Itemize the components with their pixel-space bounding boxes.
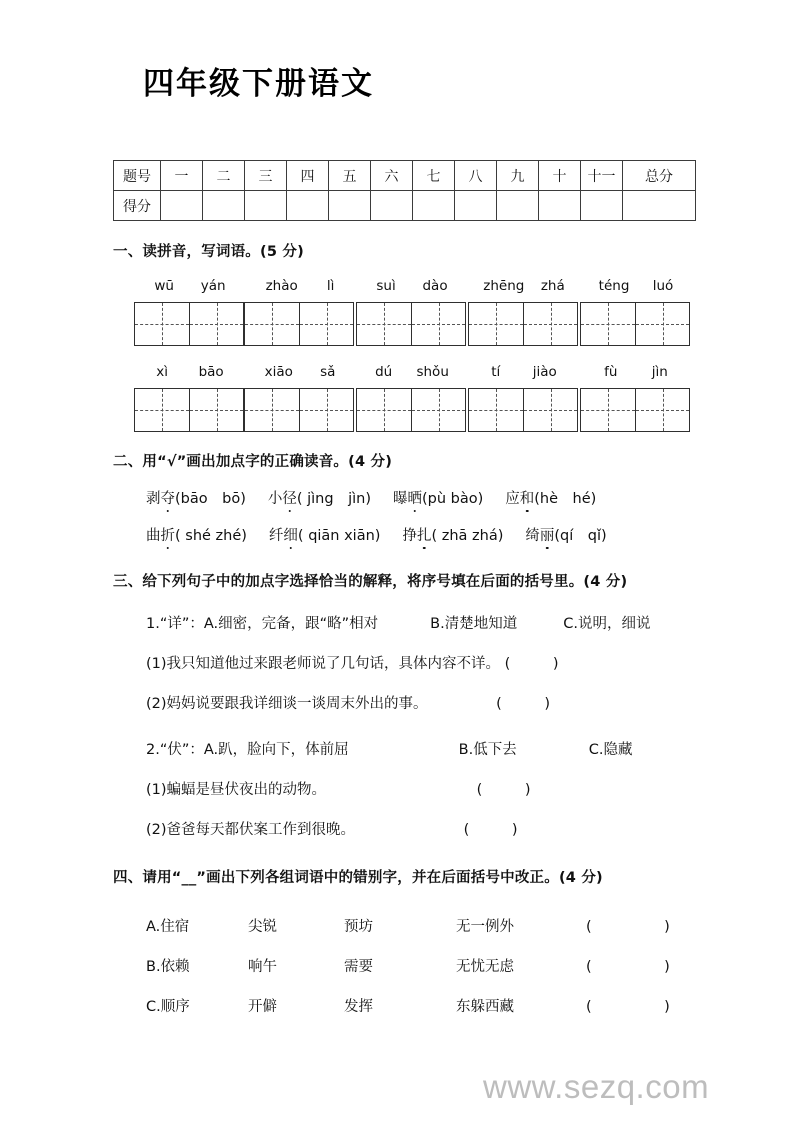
pinyin-group-9 — [468, 362, 580, 432]
score-table-col-total: 总分 — [623, 161, 696, 191]
pron-readings[interactable]: (qí qǐ) — [554, 528, 607, 544]
pron-readings[interactable]: ( jìng jìn) — [296, 491, 371, 507]
tianzi-cell[interactable] — [189, 303, 243, 345]
tianzi-box[interactable] — [244, 388, 354, 432]
pron-readings[interactable]: (pù bào) — [421, 491, 484, 507]
score-cell-total[interactable] — [623, 191, 696, 221]
paren-close: ) — [552, 656, 559, 672]
definition-sentence-2-1 — [146, 778, 531, 799]
error-word-label: B.依赖 — [146, 959, 190, 975]
error-word-3: 预坊 — [344, 919, 373, 935]
error-word-label: C.顺序 — [146, 999, 190, 1015]
pinyin-syllable: zhēng — [483, 278, 525, 294]
pron-readings[interactable]: ( shé zhé) — [175, 528, 247, 544]
tianzi-box[interactable] — [356, 302, 466, 346]
tianzi-cell[interactable] — [135, 303, 189, 345]
tianzi-cell[interactable] — [357, 303, 411, 345]
pron-word-prefix: 应 — [505, 491, 520, 507]
score-table-col-7: 七 — [413, 161, 455, 191]
pron-word-dotted: 扎 — [417, 524, 432, 545]
tianzi-cell[interactable] — [135, 389, 189, 431]
pinyin-syllable: suì — [376, 278, 396, 294]
pinyin-label-1 — [134, 276, 246, 296]
pronunciation-item[interactable] — [505, 487, 596, 508]
pinyin-label-9 — [468, 362, 580, 382]
sentence-text: (2)妈妈说要跟我详细谈一谈周末外出的事。 — [146, 696, 428, 712]
error-word-2: 响午 — [248, 959, 277, 975]
tianzi-cell[interactable] — [523, 303, 577, 345]
answer-blank[interactable] — [496, 696, 550, 712]
table-row-question-numbers — [114, 161, 696, 191]
pron-word-dotted: 晒 — [407, 487, 422, 508]
pinyin-label-7 — [244, 362, 356, 382]
error-word-2: 开僻 — [248, 999, 277, 1015]
pron-word-prefix: 小 — [267, 491, 283, 507]
score-cell-11[interactable] — [581, 191, 623, 221]
section-2-heading: 二、用“√”画出加点字的正确读音。(4 分) — [113, 454, 393, 470]
sentence-text: (1)蝙蝠是昼伏夜出的动物。 — [146, 782, 327, 798]
tianzi-cell[interactable] — [523, 389, 577, 431]
score-cell-9[interactable] — [497, 191, 539, 221]
pinyin-group-6 — [134, 362, 246, 432]
paren-close: ) — [664, 919, 671, 935]
page-title: 四年级下册语文 — [143, 66, 374, 102]
score-cell-2[interactable] — [203, 191, 245, 221]
pron-readings[interactable]: (bāo bō) — [175, 491, 246, 507]
table-row-scores — [114, 191, 696, 221]
answer-blank[interactable] — [586, 959, 670, 975]
paren-open: ( — [476, 782, 483, 798]
tianzi-box[interactable] — [468, 302, 578, 346]
score-table-row-label-score: 得分 — [114, 191, 161, 221]
score-table-col-5: 五 — [329, 161, 371, 191]
pinyin-group-8 — [356, 362, 468, 432]
score-cell-3[interactable] — [245, 191, 287, 221]
tianzi-cell[interactable] — [469, 389, 523, 431]
section-4-heading: 四、请用“__”画出下列各组词语中的错别字，并在后面括号中改正。(4 分) — [113, 870, 603, 886]
tianzi-cell[interactable] — [357, 389, 411, 431]
error-word-label: A.住宿 — [146, 919, 190, 935]
tianzi-box[interactable] — [580, 388, 690, 432]
paren-open: ( — [586, 919, 593, 935]
tianzi-box[interactable] — [468, 388, 578, 432]
score-table — [113, 160, 696, 221]
error-word-row-a — [146, 915, 670, 936]
error-word-2: 尖锐 — [248, 919, 277, 935]
tianzi-cell[interactable] — [635, 389, 689, 431]
pronunciation-item[interactable] — [268, 487, 371, 508]
score-table-col-4: 四 — [287, 161, 329, 191]
pron-word-prefix: 曲 — [146, 528, 161, 544]
sentence-text: (1)我只知道他过来跟老师说了几句话，具体内容不详。 — [146, 656, 501, 672]
score-table-col-9: 九 — [497, 161, 539, 191]
tianzi-cell[interactable] — [245, 389, 299, 431]
paren-close: ) — [664, 999, 671, 1015]
definition-option-b: B.低下去 — [458, 742, 517, 758]
pronunciation-item[interactable] — [393, 487, 483, 508]
pronunciation-item[interactable] — [269, 524, 381, 545]
answer-blank[interactable] — [586, 999, 670, 1015]
pinyin-syllable: wū — [154, 278, 174, 294]
pinyin-syllable: lì — [326, 278, 335, 294]
pinyin-syllable: yán — [200, 278, 226, 294]
tianzi-cell[interactable] — [635, 303, 689, 345]
error-word-row-b — [146, 955, 670, 976]
pron-word-dotted: 径 — [282, 487, 297, 508]
pinyin-syllable: jiào — [532, 364, 557, 380]
pron-word-dotted: 夺 — [161, 487, 176, 508]
tianzi-cell[interactable] — [411, 389, 465, 431]
definition-prompt-2 — [146, 738, 632, 759]
score-table-col-2: 二 — [203, 161, 245, 191]
pinyin-group-7 — [244, 362, 356, 432]
pinyin-group-1 — [134, 276, 246, 346]
paren-close: ) — [544, 696, 551, 712]
pinyin-syllable: xì — [156, 364, 169, 380]
answer-blank[interactable] — [477, 782, 531, 798]
pron-word-prefix: 挣 — [402, 528, 417, 544]
pron-word-prefix: 绮 — [525, 528, 540, 544]
section-3-heading: 三、给下列句子中的加点字选择恰当的解释，将序号填在后面的括号里。(4 分) — [113, 574, 628, 590]
paren-open: ( — [496, 696, 503, 712]
answer-blank[interactable] — [505, 656, 559, 672]
paren-open: ( — [586, 959, 593, 975]
answer-blank[interactable] — [464, 822, 518, 838]
tianzi-cell[interactable] — [299, 389, 353, 431]
pron-readings[interactable]: (hè hé) — [534, 491, 597, 507]
tianzi-cell[interactable] — [411, 303, 465, 345]
definition-prompt-1 — [146, 612, 650, 633]
tianzi-cell[interactable] — [299, 303, 353, 345]
paren-open: ( — [586, 999, 593, 1015]
pinyin-label-4 — [468, 276, 580, 296]
error-word-4: 东躲西藏 — [456, 999, 514, 1015]
tianzi-box[interactable] — [134, 302, 244, 346]
pron-word-dotted: 和 — [520, 487, 535, 508]
pinyin-group-5 — [580, 276, 692, 346]
pinyin-syllable: jìn — [651, 364, 668, 380]
pron-word-prefix: 剥 — [146, 491, 161, 507]
tianzi-cell[interactable] — [245, 303, 299, 345]
pinyin-syllable: zhá — [540, 278, 565, 294]
paren-open: ( — [463, 822, 470, 838]
pinyin-syllable: dú — [375, 364, 393, 380]
pronunciation-row-2 — [146, 524, 607, 545]
pinyin-syllable: dào — [422, 278, 448, 294]
definition-option-a: A.细密，完备，跟“略”相对 — [203, 616, 379, 632]
score-table-col-6: 六 — [371, 161, 413, 191]
definition-option-b: B.清楚地知道 — [430, 616, 518, 632]
definition-sentence-1-2 — [146, 692, 551, 713]
watermark: www.sezq.com — [483, 1068, 710, 1105]
pron-word-dotted: 丽 — [540, 524, 555, 545]
pronunciation-item[interactable] — [525, 524, 606, 545]
tianzi-cell[interactable] — [469, 303, 523, 345]
score-cell-1[interactable] — [161, 191, 203, 221]
pinyin-grid-row-1 — [130, 276, 700, 348]
pinyin-syllable: zhào — [265, 278, 298, 294]
answer-blank[interactable] — [586, 919, 670, 935]
score-cell-7[interactable] — [413, 191, 455, 221]
score-table-col-1: 一 — [161, 161, 203, 191]
definition-number: 1. — [146, 616, 160, 632]
definition-sentence-2-2 — [146, 818, 518, 839]
pinyin-label-5 — [580, 276, 692, 296]
pinyin-syllable: bāo — [198, 364, 224, 380]
pinyin-label-8 — [356, 362, 468, 382]
pinyin-label-6 — [134, 362, 246, 382]
pinyin-syllable: shǒu — [416, 364, 449, 380]
tianzi-cell[interactable] — [189, 389, 243, 431]
score-table-col-10: 十 — [539, 161, 581, 191]
score-table-row-label: 题号 — [114, 161, 161, 191]
definition-char: “伏”： — [159, 742, 204, 758]
section-1-heading: 一、读拼音，写词语。(5 分) — [113, 244, 304, 260]
pinyin-group-3 — [356, 276, 468, 346]
paren-open: ( — [504, 656, 511, 672]
pinyin-syllable: sǎ — [320, 364, 336, 380]
definition-number: 2. — [146, 742, 160, 758]
tianzi-box[interactable] — [580, 302, 690, 346]
pinyin-label-3 — [356, 276, 468, 296]
definition-sentence-1-1 — [146, 652, 559, 673]
error-word-3: 需要 — [344, 959, 373, 975]
error-word-row-c — [146, 995, 670, 1016]
pinyin-syllable: xiāo — [264, 364, 293, 380]
score-cell-10[interactable] — [539, 191, 581, 221]
tianzi-box[interactable] — [244, 302, 354, 346]
score-table-col-3: 三 — [245, 161, 287, 191]
tianzi-cell[interactable] — [581, 389, 635, 431]
pron-word-prefix: 曝 — [392, 491, 408, 507]
pron-word-prefix: 纤 — [268, 528, 284, 544]
pinyin-group-10 — [580, 362, 692, 432]
tianzi-cell[interactable] — [581, 303, 635, 345]
pinyin-syllable: luó — [652, 278, 674, 294]
pinyin-syllable: fù — [604, 364, 618, 380]
sentence-text: (2)爸爸每天都伏案工作到很晚。 — [146, 822, 356, 838]
error-word-3: 发挥 — [344, 999, 373, 1015]
definition-option-c: C.隐藏 — [588, 742, 633, 758]
pinyin-grid-row-2 — [130, 362, 700, 434]
paren-close: ) — [524, 782, 531, 798]
pron-word-dotted: 细 — [283, 524, 298, 545]
definition-option-c: C.说明，细说 — [563, 616, 651, 632]
paren-close: ) — [511, 822, 518, 838]
tianzi-box[interactable] — [134, 388, 244, 432]
pinyin-group-4 — [468, 276, 580, 346]
pinyin-syllable: téng — [598, 278, 630, 294]
pron-readings[interactable]: ( qiān xiān) — [297, 528, 381, 544]
pinyin-group-2 — [244, 276, 356, 346]
pinyin-label-10 — [580, 362, 692, 382]
pron-word-dotted: 折 — [161, 524, 176, 545]
pronunciation-row-1 — [146, 487, 596, 508]
pron-readings[interactable]: ( zhā zhá) — [431, 528, 504, 544]
pronunciation-item[interactable] — [146, 524, 247, 545]
pronunciation-item[interactable] — [146, 487, 246, 508]
pinyin-label-2 — [244, 276, 356, 296]
definition-option-a: A.趴，脸向下，体前屈 — [203, 742, 349, 758]
pronunciation-item[interactable] — [402, 524, 503, 545]
error-word-4: 无忧无虑 — [456, 959, 514, 975]
score-cell-8[interactable] — [455, 191, 497, 221]
error-word-4: 无一例外 — [456, 919, 514, 935]
tianzi-box[interactable] — [356, 388, 466, 432]
score-table-col-8: 八 — [455, 161, 497, 191]
paren-close: ) — [664, 959, 671, 975]
score-cell-6[interactable] — [371, 191, 413, 221]
score-table-col-11: 十一 — [581, 161, 623, 191]
definition-char: “详”： — [159, 616, 204, 632]
score-cell-4[interactable] — [287, 191, 329, 221]
pinyin-syllable: tí — [491, 364, 501, 380]
score-cell-5[interactable] — [329, 191, 371, 221]
